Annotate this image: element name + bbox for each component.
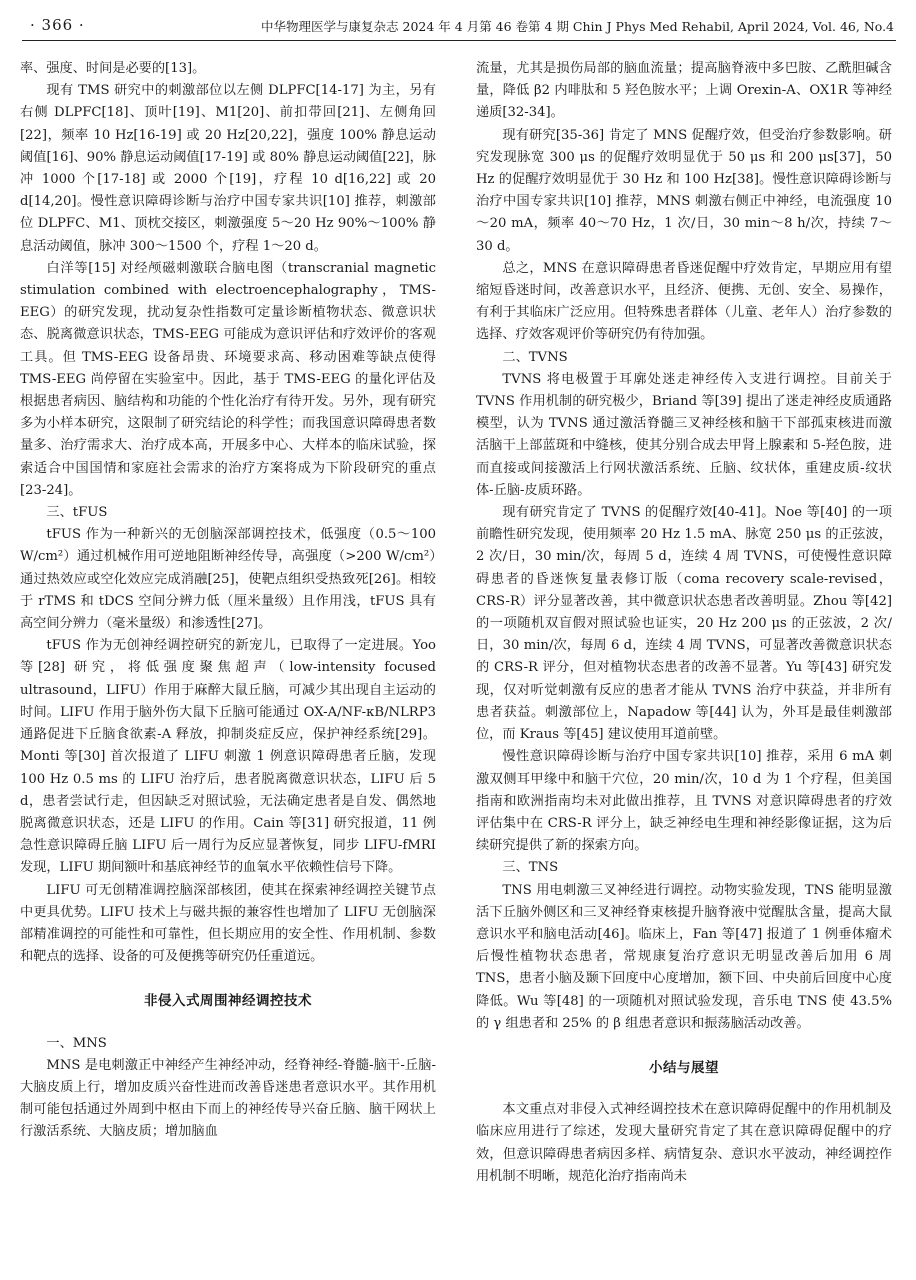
right-column: [476, 58, 892, 1188]
paragraph: 现有研究[35-36] 肯定了 MNS 促醒疗效，但受治疗参数影响。研究发现脉宽 300 μs 的促醒疗效明显优于 50 μs 和 200 μs[37]，50 Hz 的促醒疗效明显优于 30 Hz 和 100 Hz[38]。慢性意识障碍诊断与治疗中国专家共识[10] 推荐，MNS 刺激右侧正中神经，电流强度 10～20 mA，频率 40～70 Hz，1 次/日，30 min～8 h/次，持续 7～30 d。: [476, 127, 892, 254]
paragraph: 白洋等[15] 对经颅磁刺激联合脑电图（transcranial magnetic stimulation combined with electroencephalography，TMS-EEG）的研究发现，扰动复杂性指数可定量诊断植物状态、微意识状态、脱离微意识状态，TMS-EEG 可能成为意识评估和疗效评价的客观工具。但 TMS-EEG 设备昂贵、环境要求高、移动困难等缺点使得 TMS-EEG 尚停留在实验室中。因此，基于 TMS-EEG 的量化评估及根据患者病因、脑结构和功能的个性化治疗有待开发。另外，现有研究多为小样本研究，这限制了研究结论的科学性；而我国意识障碍患者数量多、治疗需求大、治疗成本高，开展多中心、大样本的临床试验，探索适合中国国情和家庭社会需求的治疗方案将成为下阶段研究的重点[23-24]。: [20, 260, 436, 498]
paragraph: LIFU 可无创精准调控脑深部核团，使其在探索神经调控关键节点中更具优势。LIFU 技术上与磁共振的兼容性也增加了 LIFU 无创脑深部精准调控的可能性和可靠性，但长期应用的安全性、作用机制、参数和靶点的选择、设备的可及便携等研究仍任重道远。: [20, 882, 436, 965]
paragraph: 现有 TMS 研究中的刺激部位以左侧 DLPFC[14-17] 为主，另有右侧 DLPFC[18]、顶叶[19]、M1[20]、前扣带回[21]、左侧角回[22]，频率 10 Hz[16-19] 或 20 Hz[20,22]，强度 100% 静息运动阈值[16]、90% 静息运动阈值[17-19] 或 80% 静息运动阈值[22]，脉冲 1000 个[17-18] 或 2000 个[19]，疗程 10 d[16,22] 或 20 d[14,20]。慢性意识障碍诊断与治疗中国专家共识[10] 推荐，刺激部位 DLPFC、M1、顶枕交接区，刺激强度 5～20 Hz 90%～100% 静息活动阈值，脉冲 300～1500 个，疗程 1～20 d。: [20, 83, 436, 254]
page-header: [0, 0, 916, 46]
header-rule: [22, 40, 896, 41]
paragraph: MNS 是电刺激正中神经产生神经冲动，经脊神经-脊髓-脑干-丘脑-大脑皮质上行，增加皮质兴奋性进而改善昏迷患者意识水平。其作用机制可能包括通过外周到中枢由下而上的神经传导兴奋丘脑、脑干网状上行激活系统、大脑皮质；增加脑血: [20, 1057, 436, 1140]
paragraph: TVNS 将电极置于耳廓处迷走神经传入支进行调控。目前关于 TVNS 作用机制的研究极少，Briand 等[39] 提出了迷走神经皮质通路模型，认为 TVNS 通过激活脊髓三叉神经核和脑干下部孤束核进而激活脑干上部蓝斑和中缝核，使其分别合成去甲肾上腺素和 5-羟色胺，进而直接或间接激活上行网状激活系统、丘脑、纹状体，重建皮质-纹状体-丘脑-皮质环路。: [476, 371, 892, 498]
section-heading: 小结与展望: [649, 1059, 719, 1076]
paragraph: 流量，尤其是损伤局部的脑血流量；提高脑脊液中多巴胺、乙酰胆碱含量，降低 β2 内啡肽和 5 羟色胺水平；上调 Orexin-A、OX1R 等神经递质[32-34]。: [476, 61, 892, 121]
paragraph: 率、强度、时间是必要的[13]。: [20, 61, 206, 76]
paragraph: 慢性意识障碍诊断与治疗中国专家共识[10] 推荐，采用 6 mA 刺激双侧耳甲缘中和脑干穴位，20 min/次，10 d 为 1 个疗程，但美国指南和欧洲指南均未对此做出推荐，且 TVNS 对意识障碍患者的疗效评估集中在 CRS-R 评分上，缺乏神经电生理和神经影像证据，这为后续研究提供了新的探索方向。: [476, 749, 892, 854]
section-heading: 非侵入式周围神经调控技术: [144, 993, 312, 1010]
subsection-heading-mns: 一、MNS: [46, 1035, 107, 1051]
paragraph: tFUS 作为一种新兴的无创脑深部调控技术，低强度（0.5～100 W/cm²）通过机械作用可逆地阻断神经传导，高强度（>200 W/cm²）通过热效应或空化效应完成消融[25]，使靶点组织受热致死[26]。相较于 rTMS 和 tDCS 空间分辨力低（厘米量级）且作用浅，tFUS 具有高空间分辨力（毫米量级）和渗透性[27]。: [20, 527, 436, 632]
subsection-heading-tfus: 三、tFUS: [46, 505, 108, 521]
paragraph: tFUS 作为无创神经调控研究的新宠儿，已取得了一定进展。Yoo 等[28] 研究，将低强度聚焦超声（low-intensity focused ultrasound，LIFU）作用于麻醉大鼠丘脑，可减少其出现自主运动的时间。LIFU 作用于脑外伤大鼠下丘脑可能通过 OX-A/NF-κB/NLRP3 通路促进下丘脑食欲素-A 释放，抑制炎症反应，保护神经系统[29]。Monti 等[30] 首次报道了 LIFU 刺激 1 例意识障碍患者丘脑，发现 100 Hz 0.5 ms 的 LIFU 治疗后，患者脱离微意识状态，LIFU 后 5 d，患者尝试行走，但因缺乏对照试验，无法确定患者是自发、偶然地脱离微意识状态，还是 LIFU 的作用。Cain 等[31] 研究报道，11 例急性意识障碍丘脑 LIFU 后一周行为反应显著恢复，同步 LIFU-fMRI 发现，LIFU 期间额叶和基底神经节的血氧水平依赖性信号下降。: [20, 638, 436, 876]
left-column: [20, 58, 436, 1144]
paragraph: 总之，MNS 在意识障碍患者昏迷促醒中疗效肯定，早期应用有望缩短昏迷时间，改善意识水平，且经济、便携、无创、安全、易操作，有利于其临床广泛应用。但特殊患者群体（儿童、老年人）治疗参数的选择、疗效客观评价等研究仍有待加强。: [476, 260, 892, 343]
journal-running-title: 中华物理医学与康复杂志 2024 年 4 月第 46 卷第 4 期 Chin J Phys Med Rehabil, April 2024, Vol. 46, No.4: [261, 19, 894, 34]
paragraph: TNS 用电刺激三叉神经进行调控。动物实验发现，TNS 能明显激活下丘脑外侧区和三叉神经脊束核提升脑脊液中觉醒肽含量，提高大鼠意识水平和脑电活动[46]。临床上，Fan 等[47] 报道了 1 例垂体瘤术后慢性植物状态患者，常规康复治疗意识无明显改善后加用 6 周 TNS，患者小脑及颞下回度中心度增加，额下回、中央前后回度中心度降低。Wu 等[48] 的一项随机对照试验发现，音乐电 TNS 使 43.5% 的 γ 组患者和 25% 的 β 组患者意识和振荡脑活动改善。: [476, 882, 892, 1031]
subsection-heading-tvns: 二、TVNS: [502, 349, 568, 365]
subsection-heading-tns: 三、TNS: [502, 860, 559, 876]
paragraph: 现有研究肯定了 TVNS 的促醒疗效[40-41]。Noe 等[40] 的一项前瞻性研究发现，使用频率 20 Hz 1.5 mA、脉宽 250 μs 的正弦波，2 次/日，30 min/次，每周 5 d，连续 4 周 TVNS，可使慢性意识障碍患者的昏迷恢复量表修订版（coma recovery scale-revised，CRS-R）评分显著改善，其中微意识状态患者改善明显。Zhou 等[42] 的一项随机双盲假对照试验也证实，20 Hz 200 μs 的正弦波，2 次/日，30 min/次，每周 6 d，连续 4 周 TVNS，可显著改善微意识状态的 CRS-R 评分，但对植物状态患者的改善不显著。Yu 等[43] 研究发现，仅对听觉刺激有反应的患者才能从 TVNS 治疗中获益，并非所有患者获益。刺激部位上，Napadow 等[44] 认为，外耳是最佳刺激部位，而 Kraus 等[45] 建议使用耳道前壁。: [476, 505, 892, 743]
paragraph: 本文重点对非侵入式神经调控技术在意识障碍促醒中的作用机制及临床应用进行了综述，发现大量研究肯定了其在意识障碍促醒中的疗效，但意识障碍患者病因多样、病情复杂、意识水平波动，神经调控作用机制不明晰，规范化治疗指南尚未: [476, 1102, 892, 1184]
page-number: · 366 ·: [30, 16, 85, 34]
